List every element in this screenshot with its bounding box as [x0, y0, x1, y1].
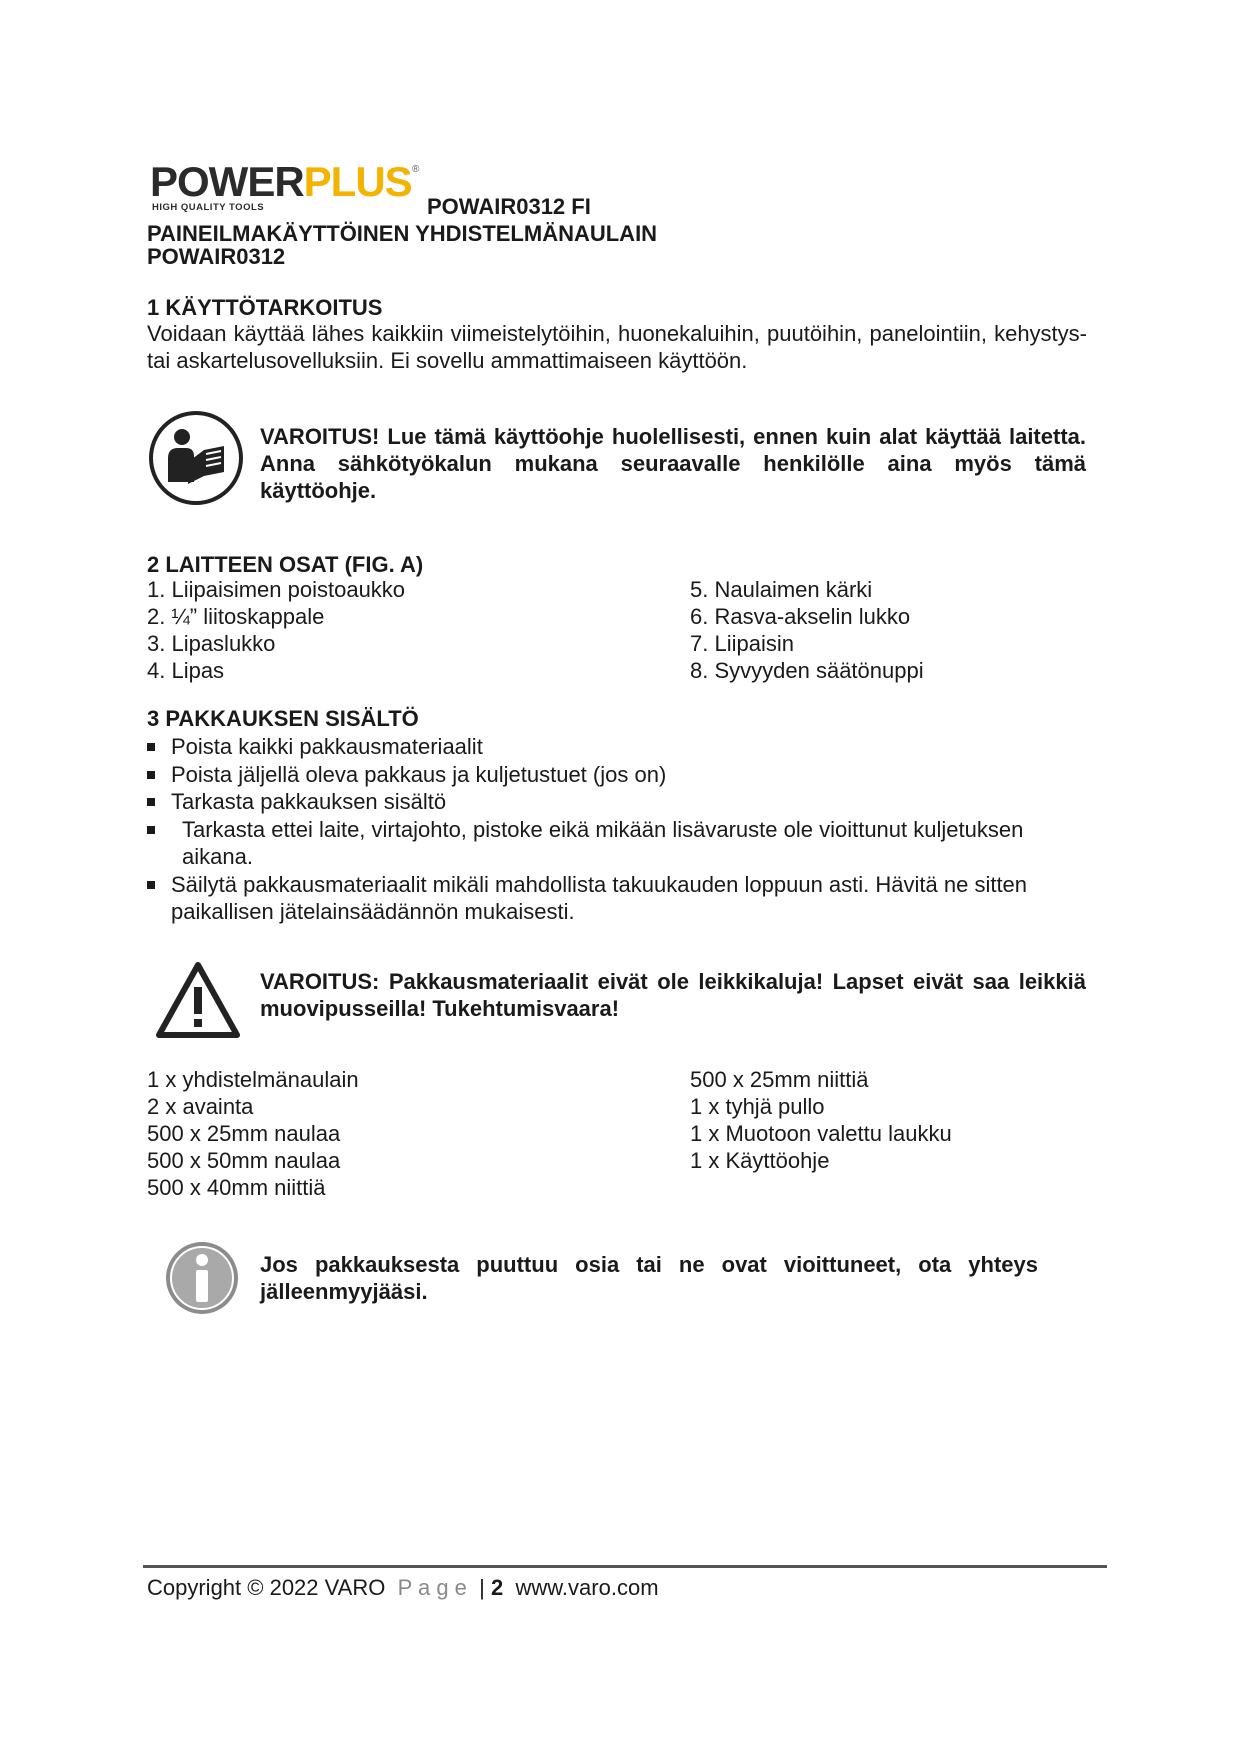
list-item: 2 x avainta — [147, 1094, 254, 1119]
list-item: 500 x 25mm naulaa — [147, 1121, 341, 1146]
list-item: 1. Liipaisimen poistoaukko — [147, 577, 406, 602]
list-item: 1 x tyhjä pullo — [690, 1094, 825, 1119]
list-item: 3. Lipaslukko — [147, 631, 276, 656]
list-item: 1 x yhdistelmänaulain — [147, 1067, 359, 1092]
footer-separator: | — [479, 1575, 485, 1600]
warning-triangle-icon — [155, 960, 241, 1040]
list-item: 4. Lipas — [147, 658, 225, 683]
list-item: Tarkasta ettei laite, virtajohto, pistoke eikä mikään lisävaruste ole vioittunut kuljetuksen aikana. — [147, 816, 1092, 871]
list-item: Poista kaikki pakkausmateriaalit — [147, 733, 1092, 761]
list-item: 500 x 25mm niittiä — [690, 1067, 869, 1092]
page-footer — [147, 1575, 659, 1601]
list-item: 1 x Muotoon valettu laukku — [690, 1121, 952, 1146]
bullet-square-icon — [147, 798, 155, 806]
section-2-heading: 2 LAITTEEN OSAT (FIG. A) — [147, 552, 424, 577]
list-item: Poista jäljellä oleva pakkaus ja kuljetustuet (jos on) — [147, 761, 1092, 789]
footer-url: www.varo.com — [515, 1575, 659, 1600]
model-number: POWAIR0312 — [147, 244, 286, 269]
section-3-heading: 3 PAKKAUKSEN SISÄLTÖ — [147, 706, 419, 731]
warning-read-manual-text: VAROITUS! Lue tämä käyttöohje huolellisesti, ennen kuin alat käyttää laitetta. Anna sähkötyökalun mukana seuraavalle henkilölle aina myös tämä käyttöohje. — [260, 424, 1086, 503]
read-manual-icon — [148, 410, 244, 506]
list-item: 500 x 40mm niittiä — [147, 1175, 326, 1200]
contents-list-left — [147, 1066, 359, 1201]
list-item: 7. Liipaisin — [690, 631, 794, 656]
list-item: 6. Rasva-akselin lukko — [690, 604, 911, 629]
list-item: Tarkasta pakkauksen sisältö — [147, 788, 1092, 816]
model-code-language: POWAIR0312 FI — [427, 194, 591, 219]
logo-tagline: HIGH QUALITY TOOLS — [152, 202, 265, 213]
list-item: Säilytä pakkausmateriaalit mikäli mahdollista takuukauden loppuun asti. Hävitä ne sitten paikallisen jätelainsäädännön mukaisesti. — [147, 871, 1051, 926]
list-item: 2. ¼” liitoskappale — [147, 604, 325, 629]
warning-packaging-text: VAROITUS: Pakkausmateriaalit eivät ole leikkikaluja! Lapset eivät saa leikkiä muovipusseilla! Tukehtumisvaara! — [260, 969, 1086, 1021]
document-title: PAINEILMAKÄYTTÖINEN YHDISTELMÄNAULAIN — [147, 221, 658, 246]
list-item: 1 x Käyttöohje — [690, 1148, 830, 1173]
section-1-body: Voidaan käyttää lähes kaikkiin viimeistelytöihin, huonekaluihin, puutöihin, panelointiin, kehystys- tai askartelusovelluksiin. Ei sovellu ammattimaiseen käyttöön. — [147, 321, 1087, 373]
logo-wordmark: POWERPLUS — [150, 158, 412, 205]
section-1-heading: 1 KÄYTTÖTARKOITUS — [147, 295, 383, 320]
footer-copyright: Copyright © 2022 VARO — [147, 1575, 386, 1600]
powerplus-logo — [150, 160, 420, 218]
list-item: 5. Naulaimen kärki — [690, 577, 873, 602]
footer-page-number: 2 — [491, 1575, 504, 1600]
list-item: 8. Syvyyden säätönuppi — [690, 658, 924, 683]
logo-registered-mark: ® — [412, 164, 420, 175]
bullet-square-icon — [147, 743, 155, 751]
bullet-square-icon — [147, 826, 155, 834]
footer-page-label: P a g e — [397, 1575, 467, 1600]
parts-list-left — [147, 576, 405, 684]
list-item: 500 x 50mm naulaa — [147, 1148, 341, 1173]
info-icon — [164, 1240, 240, 1316]
packaging-bullet-list — [147, 733, 1092, 926]
bullet-square-icon — [147, 881, 155, 889]
bullet-square-icon — [147, 771, 155, 779]
footer-divider — [143, 1565, 1107, 1568]
info-missing-parts-text: Jos pakkauksesta puuttuu osia tai ne ovat vioittuneet, ota yhteys jälleenmyyjääsi. — [260, 1252, 1038, 1304]
parts-list-right — [690, 576, 924, 684]
contents-list-right — [690, 1066, 952, 1174]
